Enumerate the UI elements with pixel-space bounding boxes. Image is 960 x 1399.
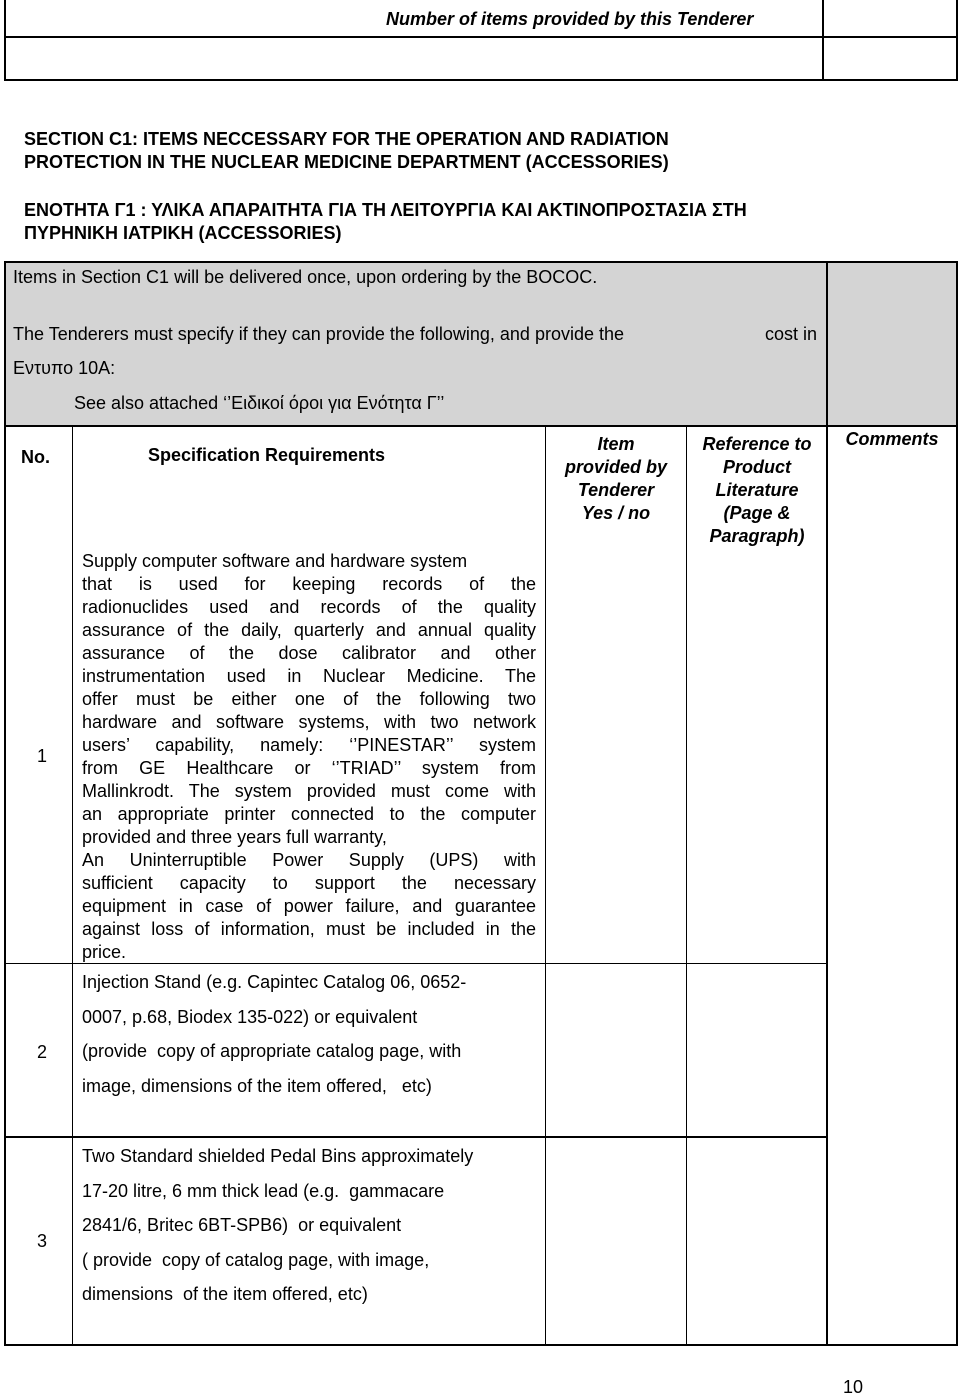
header-line: (Page &: [723, 503, 791, 523]
spec-line: users’ capability, namely: ‘’PINESTAR’’ system: [82, 735, 536, 755]
spec-line: against loss of information, must be included in the: [82, 919, 536, 939]
spec-text: [82, 965, 536, 1103]
header-line: Item: [597, 434, 635, 454]
column-header-item-provided: [546, 433, 686, 525]
column-header-spec: Specification Requirements: [148, 445, 386, 465]
specify-note-cost: cost in: [764, 324, 817, 344]
spec-line: An Uninterruptible Power Supply (UPS) with: [82, 850, 536, 870]
spec-line: price.: [82, 942, 127, 962]
section-title-gr-line2: ΠΥΡΗΝΙΚΗ ΙΑΤΡΙΚΗ (ACCESSORIES): [24, 223, 342, 243]
column-header-reference: [687, 433, 827, 548]
spec-line: offer must be either one of the following two: [82, 689, 536, 709]
spec-line: radionuclides used and records of the quality: [82, 597, 536, 617]
spec-line: ( provide copy of catalog page, with image,: [82, 1249, 430, 1270]
page-number: 10: [843, 1377, 864, 1397]
specify-note: [13, 323, 817, 346]
row-number: 2: [37, 1042, 48, 1062]
header-line: provided by: [564, 457, 667, 477]
spec-text: [82, 550, 536, 964]
spec-line: 2841/6, Britec 6BT-SPB6) or equivalent: [82, 1215, 402, 1235]
delivery-note: Items in Section C1 will be delivered once, upon ordering by the BOCOC.: [13, 267, 598, 287]
top-table-header: Number of items provided by this Tenderer: [386, 9, 754, 29]
header-line: Paragraph): [709, 526, 805, 546]
spec-line: provided and three years full warranty,: [82, 827, 387, 847]
spec-line: an appropriate printer connected to the computer: [82, 804, 536, 824]
spec-line: Supply computer software and hardware system: [82, 551, 468, 571]
spec-line: Two Standard shielded Pedal Bins approximately: [82, 1146, 474, 1166]
spec-line: assurance of the daily, quarterly and annual quality: [82, 620, 536, 640]
row-number: 1: [37, 746, 48, 766]
header-line: Product: [722, 457, 791, 477]
form-note: Εντυπο 10Α:: [13, 358, 116, 378]
spec-line: sufficient capacity to support the necessary: [82, 873, 536, 893]
spec-line: Mallinkrodt. The system provided must come with: [82, 781, 536, 801]
header-line: Literature: [715, 480, 799, 500]
section-title-en-line1: SECTION C1: ITEMS NECCESSARY FOR THE OPERATION AND RADIATION: [24, 129, 669, 149]
header-line: Yes / no: [581, 503, 651, 523]
spec-line: equipment in case of power failure, and guarantee: [82, 896, 536, 916]
spec-line: instrumentation used in Nuclear Medicine. The: [82, 666, 536, 686]
see-also-note: See also attached ‘’Ειδικοί όροι για Ενότητα Γ’’: [74, 393, 445, 413]
section-title-gr-line1: ΕΝΟΤΗΤΑ Γ1 : ΥΛΙΚΑ ΑΠΑΡΑΙΤΗΤΑ ΓΙΑ ΤΗ ΛΕΙΤΟΥΡΓΙΑ ΚΑΙ ΑΚΤΙΝΟΠΡΟΣΤΑΣΙΑ ΣΤΗ: [24, 200, 747, 220]
spec-line: Injection Stand (e.g. Capintec Catalog 06, 0652-: [82, 972, 467, 992]
header-line: Reference to: [702, 434, 812, 454]
column-header-comments: Comments: [845, 429, 939, 449]
spec-line: from GE Healthcare or ‘’TRIAD’’ system from: [82, 758, 536, 778]
spec-line: 17-20 litre, 6 mm thick lead (e.g. gammacare: [82, 1180, 445, 1201]
notes-shading-right: [828, 262, 956, 426]
spec-line: assurance of the dose calibrator and other: [82, 643, 536, 663]
column-header-no: No.: [21, 447, 50, 467]
header-line: Tenderer: [577, 480, 655, 500]
spec-line: image, dimensions of the item offered, etc): [82, 1075, 432, 1096]
spec-line: (provide copy of appropriate catalog page, with: [82, 1041, 462, 1061]
specify-note-text: The Tenderers must specify if they can provide the following, and provide the: [13, 324, 625, 344]
spec-line: 0007, p.68, Biodex 135-022) or equivalent: [82, 1006, 418, 1027]
spec-line: hardware and software systems, with two network: [82, 712, 536, 732]
row-number: 3: [37, 1231, 48, 1251]
spec-line: dimensions of the item offered, etc): [82, 1284, 368, 1304]
spec-line: that is used for keeping records of the: [82, 574, 536, 594]
spec-text: [82, 1139, 536, 1312]
section-title-en-line2: PROTECTION IN THE NUCLEAR MEDICINE DEPARTMENT (ACCESSORIES): [24, 152, 669, 172]
